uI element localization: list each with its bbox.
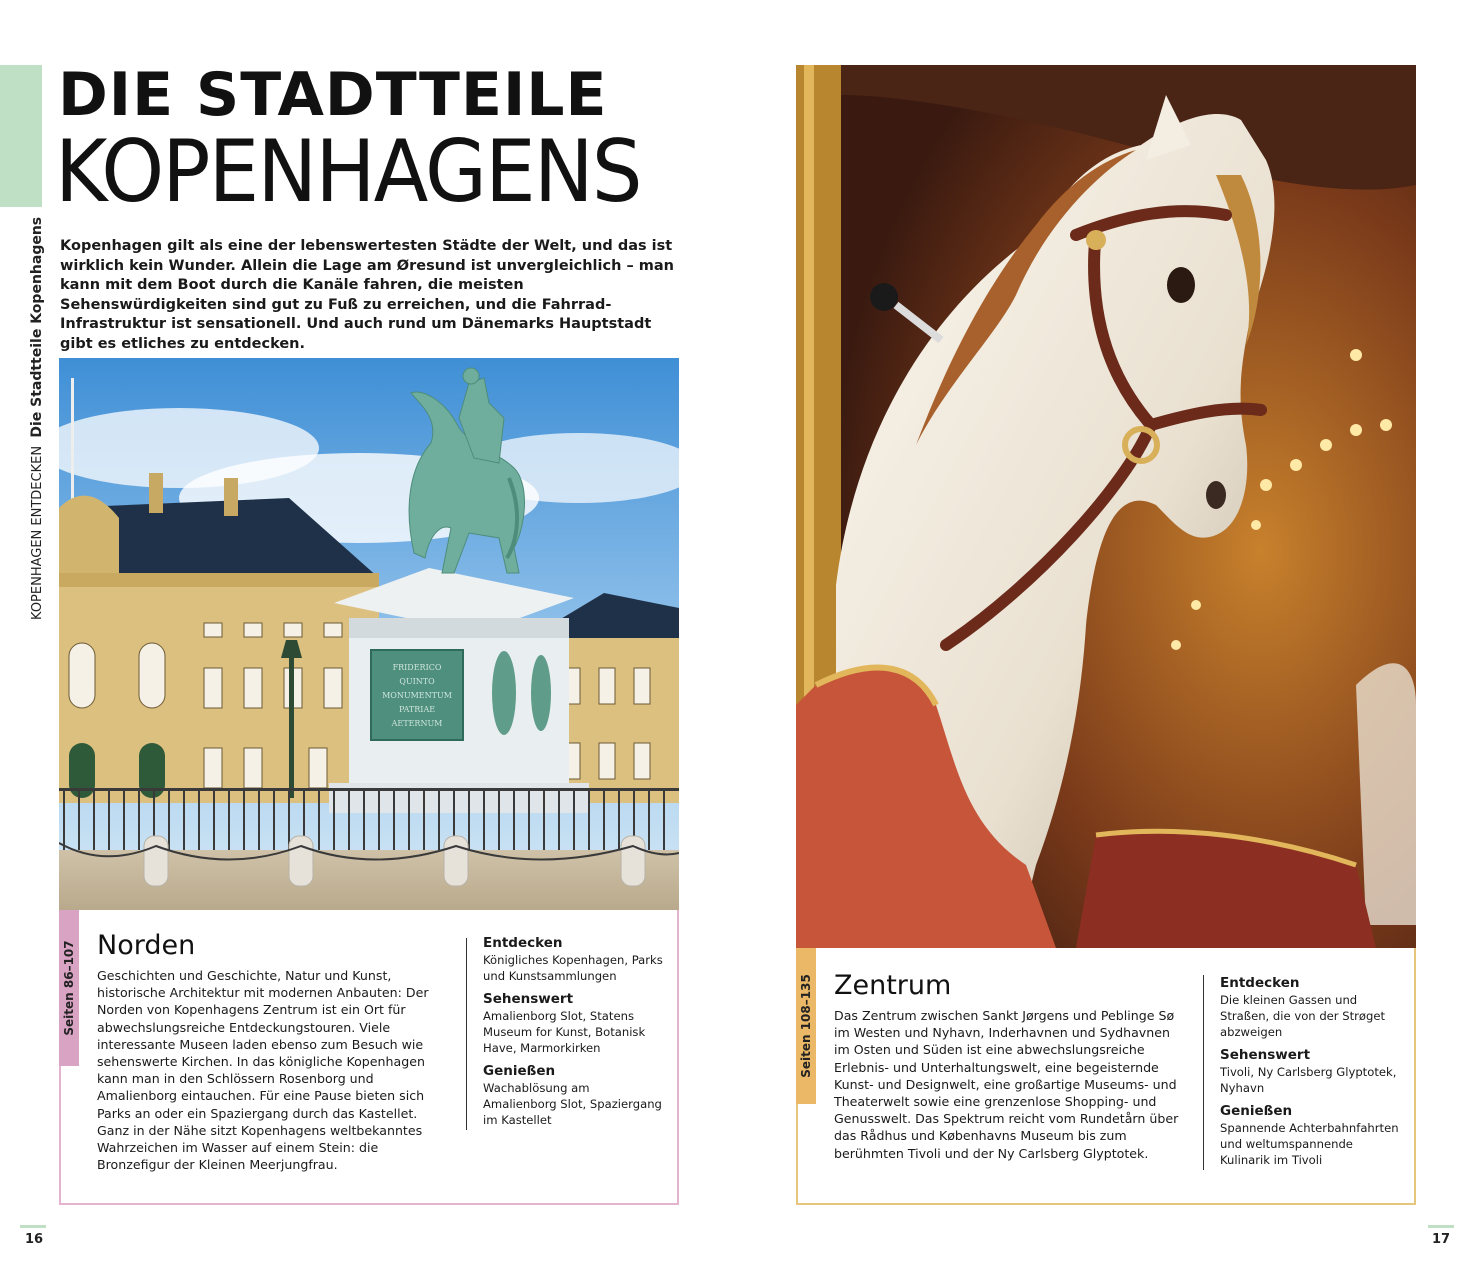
zentrum-body: Das Zentrum zwischen Sankt Jørgens und Peblinge Sø im Westen und Nyhavn, Inderhavnen und Sydhavnen im Osten und Süden ist eine abwechslungsreiche Erlebnis- und Unterhaltungswelt, eine begeisternde Kunst- und Designwelt, eine großartige Museums- und Theaterwelt sowie eine grenzenlose Shopping- und Genusswelt. Das Spektrum reicht vom Rundetårn über das Rådhus und Københavns Museum bis zum berühmten Tivoli und der Ny Carlsberg Glyptotek. <box>834 1008 1179 1161</box>
zentrum-fact-heading-sehenswert: Sehenswert <box>1220 1047 1311 1063</box>
left-page-number-rule <box>20 1225 46 1228</box>
svg-text:AETERNUM: AETERNUM <box>391 719 443 728</box>
norden-fact-text-entdecken: Königliches Kopenhagen, Parks und Kunstsammlungen <box>483 953 663 983</box>
norden-pages-label: Seiten 86–107 <box>62 940 76 1036</box>
amalienborg-photo <box>59 358 679 910</box>
svg-text:PATRIAE: PATRIAE <box>398 705 436 714</box>
page-title-line1: DIE STADTTEILE <box>58 60 608 130</box>
chapter-color-tab <box>0 65 42 207</box>
left-page-number: 16 <box>25 1232 44 1247</box>
zentrum-pages-label: Seiten 108–135 <box>799 974 813 1078</box>
svg-text:MONUMENTUM: MONUMENTUM <box>382 691 452 700</box>
right-page-number: 17 <box>1432 1232 1451 1247</box>
norden-fact-heading-sehenswert: Sehenswert <box>483 991 574 1007</box>
svg-text:QUINTO: QUINTO <box>399 677 435 686</box>
carousel-horse-photo <box>796 65 1416 948</box>
norden-fact-heading-geniessen: Genießen <box>483 1063 556 1079</box>
norden-body: Geschichten und Geschichte, Natur und Kunst, historische Architektur mit modernen Anbauten: Der Norden von Kopenhagens Zentrum ist ein Ort für abwechslungsreiche Entdeckungstouren. Viele interessante Museen laden ebenso zum Besuch wie sehenswerte Kirchen. In das königliche Kopenhagen kann man in den Schlössern Rosenborg und Amalienborg eintauchen. Für eine Pause bieten sich Parks an oder ein Spaziergang durch das Kastellet. Ganz in der Nähe sitzt Kopenhagens weltbekanntes Wahrzeichen im Wasser auf einem Stein: die Bronzefigur der Kleinen Meerjungfrau. <box>97 968 429 1173</box>
norden-fact-text-geniessen: Wachablösung am Amalienborg Slot, Spaziergang im Kastellet <box>483 1081 662 1127</box>
norden-title: Norden <box>97 930 196 961</box>
zentrum-divider <box>1203 975 1204 1170</box>
running-head-section: Die Stadtteile Kopenhagens <box>29 216 45 438</box>
zentrum-fact-text-geniessen: Spannende Achterbahnfahrten und weltumspannende Kulinarik im Tivoli <box>1220 1121 1399 1167</box>
zentrum-fact-text-entdecken: Die kleinen Gassen und Straßen, die von der Strøget abzweigen <box>1220 993 1386 1039</box>
right-page-number-rule <box>1428 1225 1454 1228</box>
norden-fact-text-sehenswert: Amalienborg Slot, Statens Museum for Kunst, Botanisk Have, Marmorkirken <box>483 1009 646 1055</box>
zentrum-page-marker <box>796 948 816 1104</box>
zentrum-fact-text-sehenswert: Tivoli, Ny Carlsberg Glyptotek, Nyhavn <box>1220 1065 1397 1095</box>
page-title-line2: KOPENHAGENS <box>55 122 641 222</box>
norden-fact-heading-entdecken: Entdecken <box>483 935 563 951</box>
norden-divider <box>466 938 467 1130</box>
norden-facts <box>483 934 663 1128</box>
zentrum-fact-heading-geniessen: Genießen <box>1220 1103 1293 1119</box>
intro-text: Kopenhagen gilt als eine der lebenswertesten Städte der Welt, und das ist wirklich kein Wunder. Allein die Lage am Øresund ist unvergleichlich – man kann mit dem Boot durch die Kanäle fahren, die meisten Sehenswürdigkeiten sind gut zu Fuß zu erreichen, und die Fahrrad-Infrastruktur ist sensationell. Und auch rund um Dänemarks Hauptstadt gibt es etliches zu entdecken. <box>60 238 674 352</box>
zentrum-facts <box>1220 974 1400 1168</box>
zentrum-title: Zentrum <box>834 970 952 1001</box>
running-head-vertical <box>24 216 50 620</box>
zentrum-fact-heading-entdecken: Entdecken <box>1220 975 1300 991</box>
norden-page-marker <box>59 910 79 1066</box>
running-head-chapter: KOPENHAGEN ENTDECKEN <box>30 445 45 620</box>
svg-text:FRIDERICO: FRIDERICO <box>392 663 442 672</box>
